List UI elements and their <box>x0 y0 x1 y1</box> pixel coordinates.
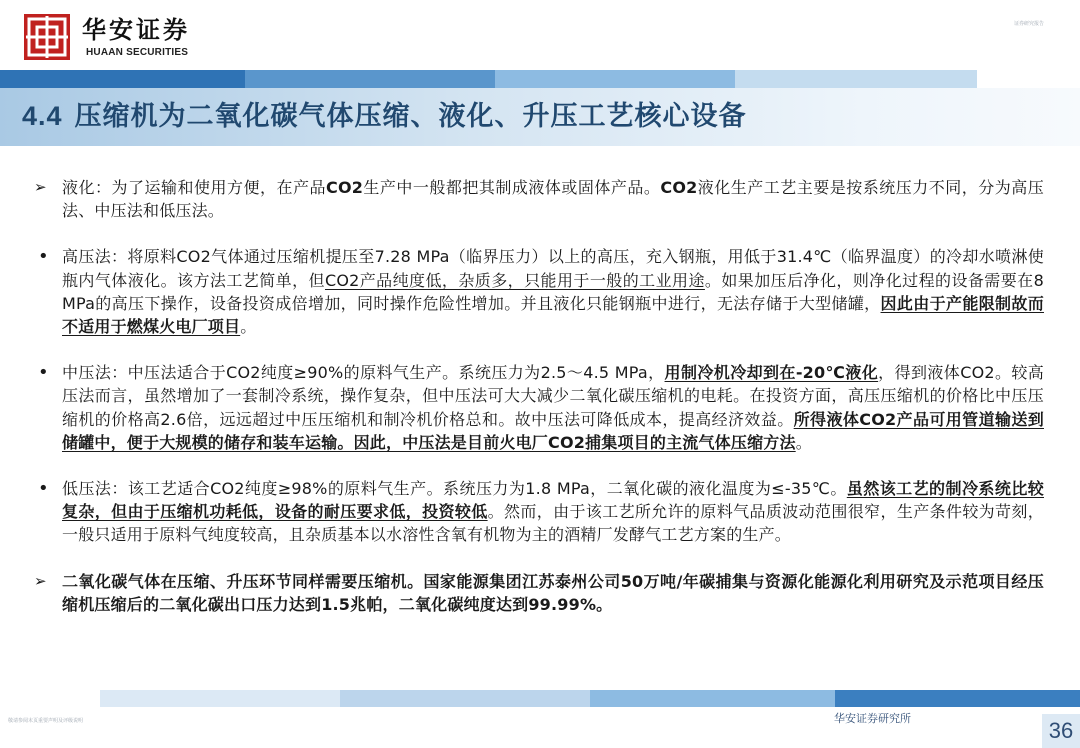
section-title <box>22 96 747 137</box>
footer-band <box>100 690 1080 707</box>
paragraph-item <box>34 477 1044 547</box>
paragraph-text: 液化：为了运输和使用方便，在产品 <box>62 178 327 197</box>
paragraph-text: CO2 <box>326 178 364 197</box>
paragraph-text: 高压法：将原料CO2气体通过压缩机提压至7.28 MPa（临界压力）以上的高压，充入钢瓶，用低于31.4℃（临界温度）的冷却水喷淋使瓶内气体液化。该方法工艺简单，但 <box>62 247 1044 290</box>
content-list <box>34 176 1044 639</box>
paragraph-text: 。如果加压后净化，则净化过程的设备需要在8 MPa的高压下操作，设备投资成倍增加，同时操作危险性增加。并且液化只能钢瓶中进行，无法存储于大型储罐， <box>62 270 1044 313</box>
footer-segment <box>100 690 340 707</box>
paragraph-text: 二氧化碳气体在压缩、升压环节同样需要压缩机。国家能源集团江苏泰州公司50万吨/年碳捕集与资源化能源化利用研究及示范项目经压缩机压缩后的二氧化碳出口压力达到1.5兆帕，二氧化碳纯度达到99.99%。 <box>62 571 1044 614</box>
paragraph-text: CO2 <box>660 178 698 197</box>
paragraph-text: 中压法：中压法适合于CO2纯度≥90%的原料气生产。系统压力为2.5～4.5 MPa， <box>62 363 665 383</box>
paragraph-text: 。 <box>240 317 257 337</box>
footer-segment <box>590 690 835 707</box>
paragraph-text: 低压法：该工艺适合CO2纯度≥98%的原料气生产。系统压力为1.8 MPa，二氧化碳的液化温度为≤-35℃。 <box>62 479 847 499</box>
underlined-text: CO2产品纯度低，杂质多，只能用于一般的工业用途 <box>324 270 705 290</box>
paragraph-text: 生产中一般都把其制成液体或固体产品。 <box>363 178 661 197</box>
underlined-text: 虽然该工艺的制冷系统比较复杂，但由于压缩机功耗低，设备的耐压要求低，投资较低 <box>62 479 1044 522</box>
band-segment <box>0 70 245 88</box>
bullet-dot-icon: • <box>38 478 49 500</box>
paragraph-text: ，得到液体CO2。较高压法而言，虽然增加了一套制冷系统，操作复杂，但中压法可大大减少二氧化碳压缩机的电耗。在投资方面，高压压缩机的价格比中压压缩机的价格高2.6倍，远远超过中压压缩机和制冷机价格总和。故中压法可降低成本，提高经济效益。 <box>62 363 1044 429</box>
section-number: 4.4 <box>22 101 63 131</box>
document-tag: 证券研究报告 <box>1013 21 1044 27</box>
footer-segment <box>340 690 590 707</box>
footer-disclaimer: 敬请参阅末页重要声明及评级说明 <box>8 718 84 724</box>
paragraph-item <box>34 245 1044 338</box>
bullet-arrow-icon: ➢ <box>34 178 47 196</box>
paragraph-item <box>34 570 1044 616</box>
paragraph-text: 。 <box>795 432 812 452</box>
paragraph-text: 液化生产工艺主要是按系统压力不同，分为高压法、中压法和低压法。 <box>62 178 1044 221</box>
bullet-arrow-icon: ➢ <box>34 571 47 590</box>
underlined-text: 所得液体CO2产品可用管道输送到储罐中，便于大规模的储存和装车运输。因此，中压法是目前火电厂CO2捕集项目的主流气体压缩方法 <box>62 409 1044 452</box>
underlined-text: 因此由于产能限制故而不适用于燃煤火电厂项目 <box>62 293 1044 337</box>
bullet-dot-icon: • <box>38 246 49 268</box>
brand-name-cn: 华安证券 <box>82 15 190 44</box>
footer-org: 华安证券研究所 <box>834 712 911 725</box>
band-segment <box>735 70 977 88</box>
bullet-dot-icon: • <box>38 362 49 384</box>
band-segment <box>245 70 495 88</box>
paragraph-item <box>34 361 1044 454</box>
paragraph-item <box>34 176 1044 222</box>
footer-segment <box>835 690 1080 707</box>
underlined-text: 用制冷机冷却到在-20℃液化 <box>664 363 879 383</box>
huaan-logo-icon <box>24 14 70 60</box>
band-segment <box>495 70 735 88</box>
section-title-text: 压缩机为二氧化碳气体压缩、液化、升压工艺核心设备 <box>74 101 747 132</box>
brand-name-en: HUAAN SECURITIES <box>86 47 189 58</box>
paragraph-text: 。然而，由于该工艺所允许的原料气品质波动范围很窄，生产条件较为苛刻，一般只适用于原料气纯度较高，且杂质基本以水溶性含氧有机物为主的酒精厂发酵气工艺方案的生产。 <box>62 502 1044 545</box>
page-number: 36 <box>1042 714 1080 748</box>
